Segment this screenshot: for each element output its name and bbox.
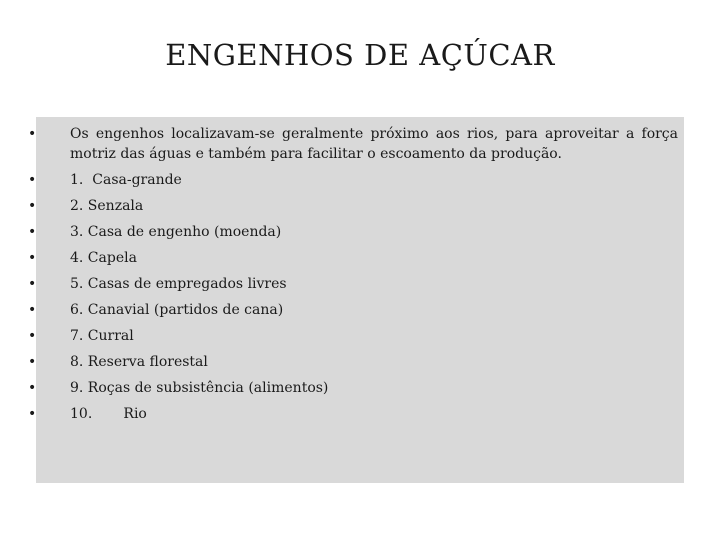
item-text: 5. Casas de empregados livres [70,276,287,292]
bullet-icon: • [28,224,37,240]
item-text: 4. Capela [70,250,137,266]
item-text: 8. Reserva florestal [70,354,208,370]
slide-title: ENGENHOS DE AÇÚCAR [165,38,555,72]
list-item [28,219,678,245]
item-text: 6. Canavial (partidos de cana) [70,302,284,318]
bullet-icon: • [28,172,37,188]
list-item [28,124,678,167]
item-text: 9. Roças de subsistência (alimentos) [70,380,329,396]
bullet-icon: • [28,380,37,396]
item-text: 10. Rio [70,406,147,422]
intro-text: Os engenhos localizavam-se geralmente próximo aos rios, para aproveitar a força motriz das águas e também para facilitar o escoamento da produção. [70,126,678,162]
bullet-icon: • [28,250,37,266]
bullet-icon: • [28,328,37,344]
list-item [28,375,678,401]
bullet-icon: • [28,354,37,370]
list-item [28,349,678,375]
bullet-icon: • [28,276,37,292]
list-item [28,323,678,349]
item-text: 7. Curral [70,328,134,344]
list-item [28,167,678,193]
item-text: 1. Casa-grande [70,172,182,188]
bullet-icon: • [28,302,37,318]
list-item [28,193,678,219]
list-item [28,401,678,427]
list-item [28,271,678,297]
bullet-icon: • [28,198,37,214]
bullet-icon: • [28,126,37,142]
item-text: 3. Casa de engenho (moenda) [70,224,282,240]
bullet-icon: • [28,406,37,422]
list-item [28,245,678,271]
list-item [28,297,678,323]
bullet-list [28,124,678,427]
item-text: 2. Senzala [70,198,144,214]
